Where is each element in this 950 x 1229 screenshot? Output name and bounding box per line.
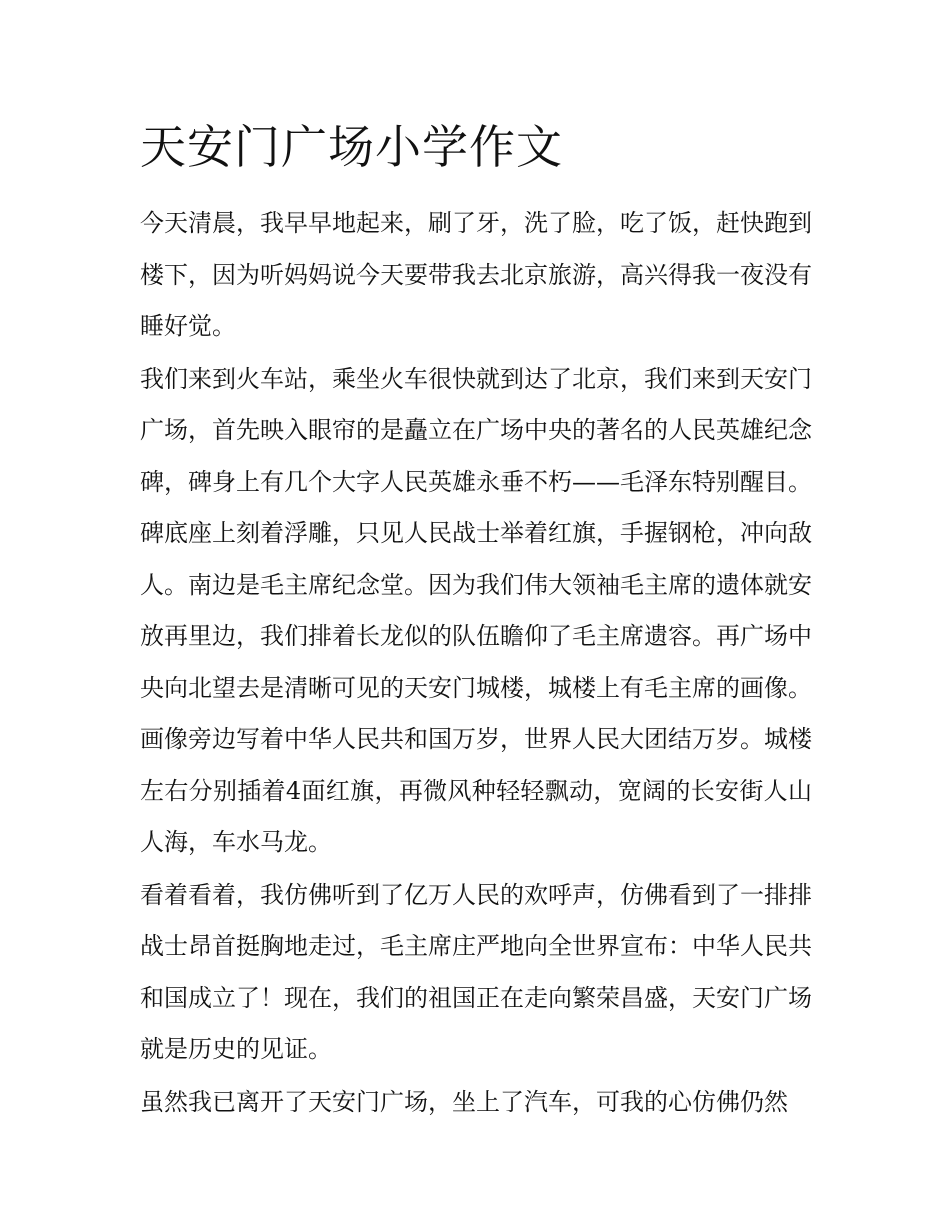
- document-title: 天安门广场小学作文: [140, 120, 563, 174]
- paragraph-1: 今天清晨，我早早地起来，刷了牙，洗了脸，吃了饭，赶快跑到楼下，因为听妈妈说今天要带我去北京旅游，高兴得我一夜没有睡好觉。: [140, 209, 812, 340]
- paragraph-4: 虽然我已离开了天安门广场，坐上了汽车，可我的心仿佛仍然: [140, 1087, 788, 1116]
- document-page: [140, 118, 812, 1129]
- paragraph-2: 我们来到火车站，乘坐火车很快就到达了北京，我们来到天安门广场，首先映入眼帘的是矗立在广场中央的著名的人民英雄纪念碑，碑身上有几个大字人民英雄永垂不朽——毛泽东特别醒目。碑底座上刻着浮雕，只见人民战士举着红旗，手握钢枪，冲向敌人。南边是毛主席纪念堂。因为我们伟大领袖毛主席的遗体就安放再里边，我们排着长龙似的队伍瞻仰了毛主席遗容。再广场中央向北望去是清晰可见的天安门城楼，城楼上有毛主席的画像。画像旁边写着中华人民共和国万岁，世界人民大团结万岁。城楼左右分别插着4面红旗，再微风种轻轻飘动，宽阔的长安街人山人海，车水马龙。: [140, 364, 812, 856]
- paragraph-3: 看着看着，我仿佛听到了亿万人民的欢呼声，仿佛看到了一排排战士昂首挺胸地走过，毛主席庄严地向全世界宣布：中华人民共和国成立了！现在，我们的祖国正在走向繁荣昌盛，天安门广场就是历史的见证。: [140, 880, 812, 1063]
